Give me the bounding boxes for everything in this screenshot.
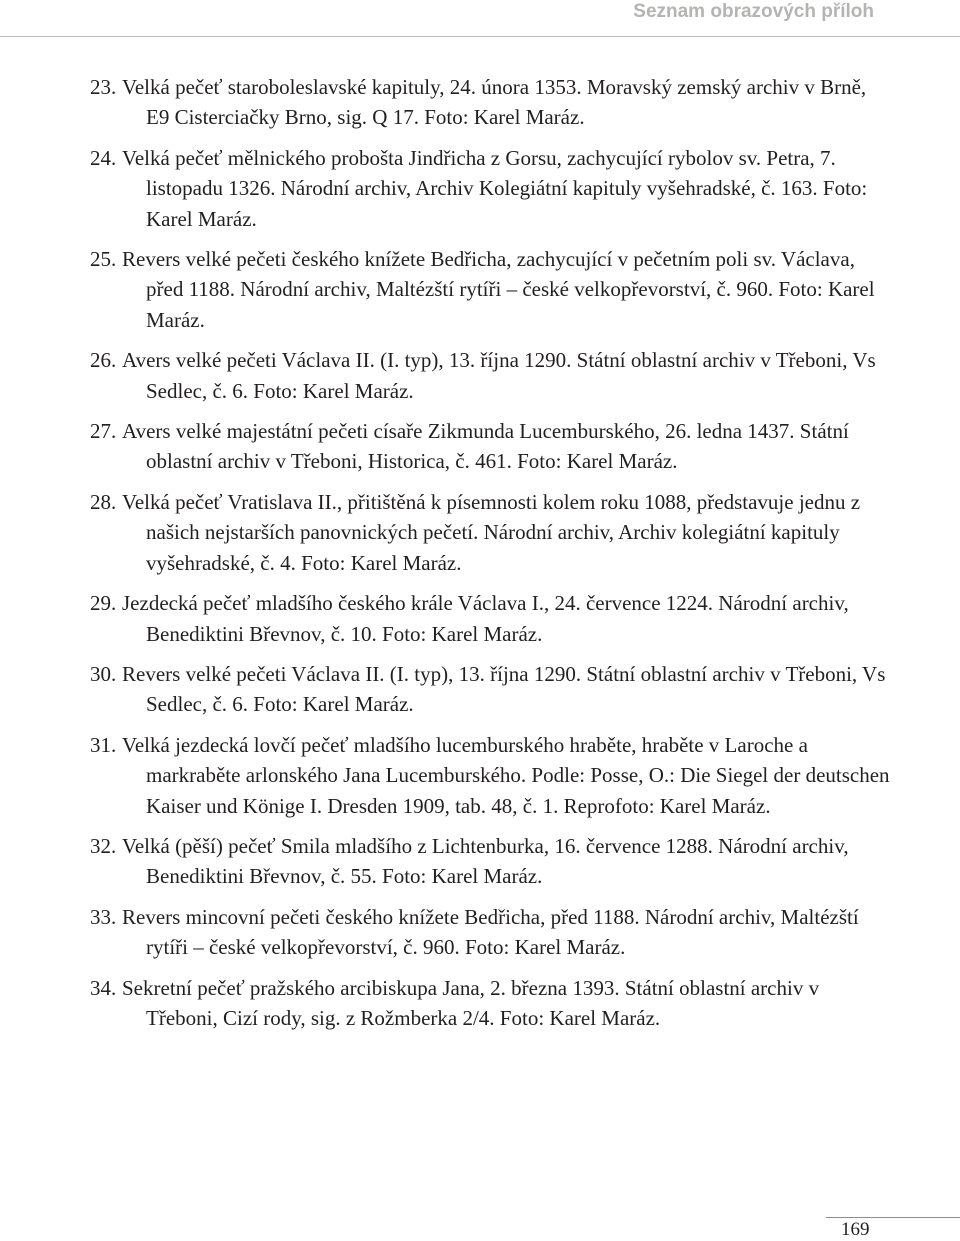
entry-text: Avers velké pečeti Václava II. (I. typ), 13. října 1290. Státní oblastní archiv v Třeboni, Vs Sedlec, č. 6. Foto: Karel Maráz. — [122, 348, 876, 403]
entry-number: 28. — [90, 489, 117, 514]
entry-text: Velká pečeť Vratislava II., přitištěná k písemnosti kolem roku 1088, představuje jednu z našich nejstarších panovnických pečetí. Národní archiv, Archiv kolegiátní kapituly vyšehradské, č. 4. Foto: Karel Maráz. — [122, 489, 861, 575]
figure-entry-27 — [90, 416, 890, 477]
figure-entry-32 — [90, 831, 890, 892]
entry-number: 25. — [90, 247, 117, 272]
figure-entry-26 — [90, 345, 890, 406]
figure-entry-28 — [90, 487, 890, 578]
figure-entry-30 — [90, 659, 890, 720]
entry-text: Jezdecká pečeť mladšího českého krále Václava I., 24. července 1224. Národní archiv, Benediktini Břevnov, č. 10. Foto: Karel Maráz. — [122, 591, 849, 646]
entry-number: 27. — [90, 419, 117, 444]
figure-entry-33 — [90, 902, 890, 963]
figure-entry-34 — [90, 973, 890, 1034]
entry-text: Revers velké pečeti Václava II. (I. typ), 13. října 1290. Státní oblastní archiv v Třeboni, Vs Sedlec, č. 6. Foto: Karel Maráz. — [122, 661, 886, 717]
entry-text: Velká pečeť staroboleslavské kapituly, 24. února 1353. Moravský zemský archiv v Brně, E9 Cisterciačky Brno, sig. Q 17. Foto: Karel Maráz. — [122, 75, 867, 130]
running-head-section-title: Seznam obrazových příloh — [633, 1, 874, 22]
entry-text: Velká (pěší) pečeť Smila mladšího z Lichtenburka, 16. července 1288. Národní archiv, Benediktini Břevnov, č. 55. Foto: Karel Maráz. — [122, 833, 849, 889]
entry-number: 24. — [90, 145, 117, 170]
figure-entry-31 — [90, 730, 890, 821]
entry-number: 30. — [90, 661, 117, 686]
entry-number: 26. — [90, 348, 117, 373]
header-divider — [0, 36, 960, 37]
figure-entry-29 — [90, 588, 890, 649]
page-number: 169 — [841, 1219, 870, 1240]
entry-number: 29. — [90, 591, 117, 616]
entry-text: Avers velké majestátní pečeti císaře Zikmunda Lucemburského, 26. ledna 1437. Státní oblastní archiv v Třeboni, Historica, č. 461. Foto: Karel Maráz. — [122, 419, 849, 474]
entry-text: Revers velké pečeti českého knížete Bedřicha, zachycující v pečetním poli sv. Václava, před 1188. Národní archiv, Maltézští rytíři – české velkopřevorství, č. 960. Foto: Karel Maráz. — [122, 247, 875, 332]
entry-number: 31. — [90, 732, 117, 757]
entry-number: 33. — [90, 904, 117, 929]
entry-text: Velká pečeť mělnického probošta Jindřicha z Gorsu, zachycující rybolov sv. Petra, 7. listopadu 1326. Národní archiv, Archiv Kolegiátní kapituly vyšehradské, č. 163. Foto: Karel Maráz. — [122, 145, 868, 231]
figure-entry-24 — [90, 143, 890, 234]
footer-divider — [826, 1217, 960, 1218]
entry-number: 23. — [90, 75, 117, 99]
entry-text: Velká jezdecká lovčí pečeť mladšího lucemburského hraběte, hraběte v Laroche a markraběte arlonského Jana Lucemburského. Podle: Posse, O.: Die Siegel der deutschen Kaiser und Könige I. Dresden 1909, tab. 48, č. 1. Reprofoto: Karel Maráz. — [122, 732, 890, 818]
entry-number: 32. — [90, 833, 117, 858]
figure-list — [90, 72, 890, 1043]
figure-entry-25 — [90, 244, 890, 335]
entry-number: 34. — [90, 975, 117, 1000]
entry-text: Sekretní pečeť pražského arcibiskupa Jana, 2. března 1393. Státní oblastní archiv v Třeboni, Cizí rody, sig. z Rožmberka 2/4. Foto: Karel Maráz. — [122, 975, 820, 1030]
entry-text: Revers mincovní pečeti českého knížete Bedřicha, před 1188. Národní archiv, Maltézští rytíři – české velkopřevorství, č. 960. Foto: Karel Maráz. — [122, 904, 859, 960]
figure-entry-23 — [90, 72, 890, 133]
